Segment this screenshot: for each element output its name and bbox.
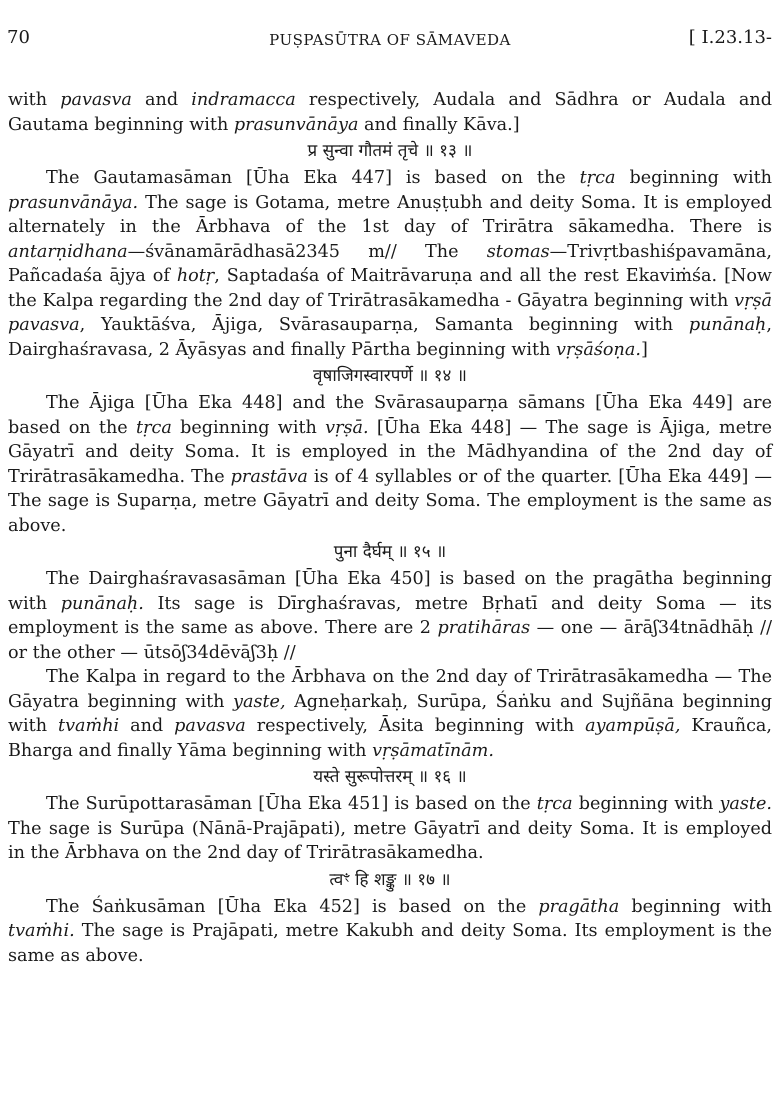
italic-term: vṛṣā.: [325, 417, 369, 438]
italic-term: pavasva: [174, 716, 246, 736]
text-run: — one — ārāʃ34tnādhāḥ // or the other — ūtsōʃ34dēvāʃ3ḥ //: [8, 618, 773, 663]
text-run: —Trivṛtbashiśpavamāna, Pañcadaśa ājya of: [8, 241, 772, 286]
text-run: The sage is Gotama, metre Anuṣṭubh and deity Soma. It is employed alternately in the Ārbhava of the 1st day of Trirātra sākamedha. There is: [8, 192, 772, 237]
paragraph: [8, 665, 772, 763]
text-run: The Dairghaśravasasāman [Ūha Eka 450] is based on the pragātha beginning with: [8, 569, 772, 614]
text-run: [Ūha Eka 448] — The sage is Ājiga, metre Gāyatrī and deity Soma. It is employed in the Mādhyandina of the 2nd day of Trirātrasākamedha. The: [8, 417, 772, 487]
text-run: The sage is Prajāpati, metre Kakubh and deity Soma. Its employment is the same as above.: [8, 921, 772, 966]
sanskrit-verse: यस्ते सुरूपोत्तरम् ॥ १६ ॥: [313, 767, 467, 787]
text-run: The Surūpottarasāman [Ūha Eka 451] is based on the: [46, 794, 537, 814]
text-run: beginning with: [619, 896, 772, 917]
paragraph: [8, 792, 772, 866]
paragraph: [8, 88, 772, 137]
page-header: [0, 26, 780, 52]
italic-term: yaste,: [233, 691, 286, 712]
italic-term: pavasva: [60, 90, 132, 110]
sanskrit-verse: प्र सुन्वा गौतमं तृचे ॥ १३ ॥: [307, 141, 473, 161]
text-run: is of 4 syllables or of the quarter. [Ūha Eka 449] — The sage is Suparṇa, metre Gāyatrī and deity Soma. The employment is the same as above.: [8, 466, 772, 536]
text-run: , Dairghaśravasa, 2 Āyāsyas and finally Pārtha beginning with: [8, 315, 772, 360]
text-run: The Kalpa in regard to the Ārbhava on the 2nd day of Trirātrasākamedha — The Gāyatra beginning with: [8, 667, 772, 712]
italic-term: prasunvānāya: [233, 114, 359, 135]
italic-term: tṛca: [579, 168, 616, 188]
paragraph: [8, 895, 772, 969]
italic-term: vṛṣāśoṇa.: [556, 339, 641, 360]
italic-term: hotṛ: [176, 266, 215, 286]
text-run: with: [8, 90, 61, 110]
running-title: PUṢPASŪTRA OF SĀMAVEDA: [269, 31, 511, 49]
italic-term: antarṇidhana: [8, 241, 128, 262]
italic-term: yaste.: [719, 794, 773, 814]
text-run: , Yauktāśva, Ājiga, Svārasauparṇa, Samanta beginning with: [79, 315, 689, 335]
italic-term: pratihāras: [437, 618, 531, 638]
sanskrit-verse: वृषाजिगस्वारपर्णे ॥ १४ ॥: [313, 366, 467, 386]
paragraph: [8, 567, 772, 665]
text-run: The Śaṅkusāman [Ūha Eka 452] is based on the: [46, 896, 539, 917]
text-run: beginning with: [171, 417, 326, 438]
text-run: Its sage is Dīrghaśravas, metre Bṛhatī and deity Soma — its employment is the same as above. There are 2: [8, 593, 772, 638]
paragraph: [8, 166, 772, 362]
italic-term: prasunvānāya.: [8, 192, 139, 213]
text-run: and: [131, 90, 192, 110]
italic-term: punānaḥ.: [60, 593, 144, 614]
paragraph: [8, 391, 772, 538]
italic-term: punānaḥ: [688, 315, 767, 335]
text-run: and: [119, 716, 175, 736]
text-run: The Ājiga [Ūha Eka 448] and the Svārasauparṇa sāmans [Ūha Eka 449] are based on the: [8, 393, 772, 438]
text-run: The Gautamasāman [Ūha Eka 447] is based on the: [46, 168, 580, 188]
text-run: Agneḥarkaḥ, Surūpa, Śaṅku and Sujñāna beginning with: [8, 691, 772, 736]
text-run: beginning with: [572, 794, 720, 814]
text-run: and finally Kāva.]: [358, 114, 520, 135]
page-number: 70: [7, 27, 30, 48]
text-run: beginning with: [615, 168, 772, 188]
italic-term: tṛca: [536, 794, 573, 814]
italic-term: ayampūṣā,: [585, 716, 681, 736]
text-run: Krauñca, Bharga and finally Yāma beginning with: [8, 716, 773, 761]
italic-term: indramacca: [191, 90, 296, 110]
italic-term: vṛṣāmatīnām.: [372, 740, 494, 761]
italic-term: prastāva: [230, 466, 308, 487]
italic-term: tṛca: [136, 417, 172, 438]
section-reference: [ I.23.13-: [688, 27, 772, 48]
italic-term: stomas: [486, 241, 550, 262]
italic-term: pragātha: [538, 896, 620, 917]
text-run: respectively, Audala and Sādhra or Audala and Gautama beginning with: [8, 90, 772, 135]
text-run: The sage is Surūpa (Nānā-Prajāpati), metre Gāyatrī and deity Soma. It is employed in the Ārbhava on the 2nd day of Trirātrasākamedha.: [8, 818, 772, 863]
text-run: , Saptadaśa of Maitrāvaruṇa and all the rest Ekaviṁśa. [Now the Kalpa regarding the 2nd day of Trirātrasākamedha - Gāyatra beginning with: [8, 266, 772, 311]
sanskrit-verse: पुना दैर्घम् ॥ १५ ॥: [333, 542, 447, 562]
text-run: —śvānamārādhasā2345 m// The: [127, 241, 487, 262]
italic-term: tvaṁhi: [58, 716, 120, 736]
page-body: [8, 88, 772, 968]
sanskrit-verse: त्वꣳ हि शङ्कु ॥ १७ ॥: [329, 869, 451, 890]
italic-term: vṛṣā pavasva: [8, 290, 772, 335]
text-run: respectively, Āsita beginning with: [245, 716, 586, 736]
italic-term: tvaṁhi.: [8, 921, 75, 941]
text-run: ]: [640, 339, 648, 360]
